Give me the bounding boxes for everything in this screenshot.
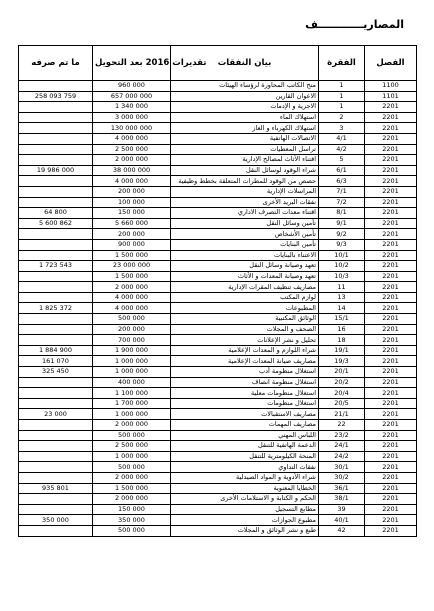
- header-article: الفقرة: [319, 46, 365, 81]
- cell-credit: 2 000 000: [93, 420, 171, 431]
- table-row: [19, 112, 417, 123]
- cell-chapter: 2201: [365, 472, 417, 483]
- table-body: [19, 81, 417, 537]
- cell-spent: [19, 324, 93, 335]
- cell-spent: 1 884 900: [19, 345, 93, 356]
- cell-chapter: 2201: [365, 123, 417, 134]
- cell-description: شراء اللوازم و المعدات الإعلامية: [171, 345, 319, 356]
- cell-description: تأمين الأشخاص: [171, 229, 319, 240]
- cell-article: 21/1: [319, 409, 365, 420]
- cell-description: الاجرية و الإدمات: [171, 102, 319, 113]
- table-row: [19, 271, 417, 282]
- cell-article: 9/2: [319, 229, 365, 240]
- cell-chapter: 2201: [365, 186, 417, 197]
- cell-credit: 500 000: [93, 430, 171, 441]
- cell-credit: 3 000 000: [93, 112, 171, 123]
- cell-description: مطابع التسجيل: [171, 504, 319, 515]
- cell-chapter: 2201: [365, 462, 417, 473]
- cell-description: مصاريف صيانة المعدات الإعلامية: [171, 356, 319, 367]
- table-row: [19, 525, 417, 536]
- cell-description: تعهد وصيانة وسائل النقل: [171, 261, 319, 272]
- table-row: [19, 176, 417, 187]
- table-row: [19, 335, 417, 346]
- cell-credit: 657 000 000: [93, 91, 171, 102]
- cell-credit: 1 340 000: [93, 102, 171, 113]
- cell-description: نفقات البريد الأخرى: [171, 197, 319, 208]
- cell-credit: 500 000: [93, 525, 171, 536]
- cell-spent: 23 000: [19, 409, 93, 420]
- cell-description: الدعمة الهاتفية للتنقل: [171, 441, 319, 452]
- cell-spent: 350 000: [19, 515, 93, 526]
- cell-article: 40/1: [319, 515, 365, 526]
- cell-credit: 1 500 000: [93, 271, 171, 282]
- cell-chapter: 2201: [365, 292, 417, 303]
- cell-credit: 200 000: [93, 186, 171, 197]
- cell-description: مطبوع الجوازات: [171, 515, 319, 526]
- cell-article: 6/3: [319, 176, 365, 187]
- table-row: [19, 133, 417, 144]
- cell-article: 30/1: [319, 462, 365, 473]
- cell-article: 9/3: [319, 239, 365, 250]
- cell-description: الحكم و الكتابة و الاستلامات الأخرى: [171, 494, 319, 505]
- table-row: [19, 324, 417, 335]
- cell-chapter: 2201: [365, 356, 417, 367]
- table-row: [19, 345, 417, 356]
- table-row: [19, 462, 417, 473]
- table-row: [19, 102, 417, 113]
- cell-article: 23/2: [319, 430, 365, 441]
- table-row: [19, 186, 417, 197]
- cell-description: استغلال منظومة انصاف: [171, 377, 319, 388]
- cell-description: شراء الأدوية و المواد الصيدلية: [171, 472, 319, 483]
- table-row: [19, 398, 417, 409]
- cell-spent: 64 800: [19, 208, 93, 219]
- cell-description: استغلال منظومات معلية: [171, 388, 319, 399]
- cell-article: 38/1: [319, 494, 365, 505]
- cell-article: 16: [319, 324, 365, 335]
- cell-spent: [19, 282, 93, 293]
- cell-credit: 1 500 000: [93, 250, 171, 261]
- cell-article: 8/1: [319, 208, 365, 219]
- cell-spent: [19, 451, 93, 462]
- cell-description: استهلاك الكهرباء و الغاز: [171, 123, 319, 134]
- cell-description: المنحة الكيلومترية للتنقل: [171, 451, 319, 462]
- cell-spent: 161 070: [19, 356, 93, 367]
- cell-description: تراسل المعطيات: [171, 144, 319, 155]
- cell-spent: [19, 462, 93, 473]
- cell-spent: [19, 144, 93, 155]
- cell-article: 10/3: [319, 271, 365, 282]
- table-row: [19, 504, 417, 515]
- cell-article: 13: [319, 292, 365, 303]
- cell-spent: 258 093 759: [19, 91, 93, 102]
- cell-credit: 1 000 000: [93, 409, 171, 420]
- cell-chapter: 2201: [365, 420, 417, 431]
- cell-article: 14: [319, 303, 365, 314]
- table-row: [19, 165, 417, 176]
- table-row: [19, 441, 417, 452]
- cell-article: 20/5: [319, 398, 365, 409]
- table-row: [19, 451, 417, 462]
- table-row: [19, 208, 417, 219]
- cell-description: استغلال منظومات: [171, 398, 319, 409]
- cell-chapter: 2201: [365, 525, 417, 536]
- cell-article: 6/1: [319, 165, 365, 176]
- cell-credit: 500 000: [93, 314, 171, 325]
- cell-spent: 1 723 543: [19, 261, 93, 272]
- table-row: [19, 250, 417, 261]
- cell-article: 1: [319, 81, 365, 92]
- cell-credit: 1 000 000: [93, 451, 171, 462]
- cell-article: 20/1: [319, 367, 365, 378]
- cell-chapter: 2201: [365, 282, 417, 293]
- cell-article: 9/1: [319, 218, 365, 229]
- cell-spent: [19, 314, 93, 325]
- table-row: [19, 123, 417, 134]
- cell-description: تأمين وسائل النقل: [171, 218, 319, 229]
- cell-spent: [19, 133, 93, 144]
- cell-chapter: 2201: [365, 377, 417, 388]
- cell-spent: [19, 504, 93, 515]
- cell-article: 20/4: [319, 388, 365, 399]
- cell-chapter: 2201: [365, 208, 417, 219]
- cell-chapter: 2201: [365, 218, 417, 229]
- cell-chapter: 2201: [365, 367, 417, 378]
- cell-article: 7/1: [319, 186, 365, 197]
- cell-credit: 4 000 000: [93, 303, 171, 314]
- cell-description: الاتصالات الهاتفية: [171, 133, 319, 144]
- cell-description: منح الكاتب المحاورة لرؤساء الهيئات: [171, 81, 319, 92]
- cell-spent: [19, 441, 93, 452]
- cell-description: استهلاك الماء: [171, 112, 319, 123]
- cell-chapter: 2201: [365, 409, 417, 420]
- cell-credit: 2 500 000: [93, 441, 171, 452]
- cell-credit: 150 000: [93, 208, 171, 219]
- cell-chapter: 2201: [365, 314, 417, 325]
- cell-credit: 2 500 000: [93, 144, 171, 155]
- cell-article: 15/1: [319, 314, 365, 325]
- cell-credit: 350 000: [93, 515, 171, 526]
- table-row: [19, 472, 417, 483]
- cell-spent: [19, 494, 93, 505]
- cell-credit: 400 000: [93, 377, 171, 388]
- cell-article: 20/2: [319, 377, 365, 388]
- cell-spent: [19, 377, 93, 388]
- cell-credit: 960 000: [93, 81, 171, 92]
- cell-credit: 1 700 000: [93, 398, 171, 409]
- cell-description: تعهد وصيانة المعدات و الأثاث: [171, 271, 319, 282]
- cell-spent: [19, 398, 93, 409]
- cell-credit: 130 000 000: [93, 123, 171, 134]
- cell-spent: [19, 420, 93, 431]
- table-row: [19, 155, 417, 166]
- cell-description: استغلال منظومة أدب: [171, 367, 319, 378]
- cell-article: 4/1: [319, 133, 365, 144]
- cell-credit: 4 000 000: [93, 133, 171, 144]
- table-row: [19, 420, 417, 431]
- cell-article: 30/2: [319, 472, 365, 483]
- cell-spent: [19, 229, 93, 240]
- cell-description: تحليل و نشر الإعلانات: [171, 335, 319, 346]
- cell-chapter: 2201: [365, 483, 417, 494]
- cell-description: الاعتناء بالبنايات: [171, 250, 319, 261]
- cell-description: نفقات التداوي: [171, 462, 319, 473]
- cell-chapter: 2201: [365, 441, 417, 452]
- cell-description: حصص من الوقود للمطرات المتعلقة بخطط وظيفية: [171, 176, 319, 187]
- cell-chapter: 1101: [365, 91, 417, 102]
- cell-chapter: 2201: [365, 261, 417, 272]
- cell-credit: 2 000 000: [93, 472, 171, 483]
- cell-article: 39: [319, 504, 365, 515]
- cell-credit: 4 000 000: [93, 176, 171, 187]
- cell-article: 1: [319, 102, 365, 113]
- cell-credit: 38 000 000: [93, 165, 171, 176]
- cell-spent: [19, 81, 93, 92]
- cell-description: المراسلات الإدارية: [171, 186, 319, 197]
- table-row: [19, 367, 417, 378]
- cell-description: تأمين البنايات: [171, 239, 319, 250]
- cell-spent: [19, 155, 93, 166]
- cell-credit: 1 500 000: [93, 483, 171, 494]
- cell-article: 5: [319, 155, 365, 166]
- cell-description: اللباس المهني: [171, 430, 319, 441]
- table-row: [19, 261, 417, 272]
- cell-article: 10/1: [319, 250, 365, 261]
- cell-description: الصحف و المجلات: [171, 324, 319, 335]
- cell-chapter: 2201: [365, 239, 417, 250]
- cell-credit: 5 660 000: [93, 218, 171, 229]
- cell-credit: 150 000: [93, 504, 171, 515]
- cell-article: 19/1: [319, 345, 365, 356]
- cell-article: 42: [319, 525, 365, 536]
- cell-spent: [19, 430, 93, 441]
- table-row: [19, 388, 417, 399]
- cell-credit: 100 000: [93, 197, 171, 208]
- cell-spent: [19, 186, 93, 197]
- cell-chapter: 2201: [365, 398, 417, 409]
- cell-credit: 1 000 000: [93, 356, 171, 367]
- cell-description: مصاريف الاستقبالات: [171, 409, 319, 420]
- cell-chapter: 2201: [365, 155, 417, 166]
- cell-spent: [19, 472, 93, 483]
- cell-spent: [19, 112, 93, 123]
- cell-description: مصاريف تنظيف المقرات الإدارية: [171, 282, 319, 293]
- cell-credit: 1 000 000: [93, 367, 171, 378]
- cell-credit: 2 000 000: [93, 494, 171, 505]
- page-title: المصاريــــــــــــف: [305, 18, 404, 31]
- cell-spent: 935 801: [19, 483, 93, 494]
- cell-credit: 1 100 000: [93, 388, 171, 399]
- cell-article: 22: [319, 420, 365, 431]
- cell-spent: [19, 250, 93, 261]
- table-row: [19, 377, 417, 388]
- cell-chapter: 2201: [365, 451, 417, 462]
- cell-spent: [19, 102, 93, 113]
- table-row: [19, 91, 417, 102]
- cell-article: 4/2: [319, 144, 365, 155]
- cell-chapter: 2201: [365, 165, 417, 176]
- cell-chapter: 2201: [365, 144, 417, 155]
- cell-article: 18: [319, 335, 365, 346]
- table-row: [19, 314, 417, 325]
- cell-chapter: 2201: [365, 324, 417, 335]
- cell-article: 7/2: [319, 197, 365, 208]
- cell-description: اقتناء الأثاث لمصالح الإدارية: [171, 155, 319, 166]
- table-row: [19, 515, 417, 526]
- cell-chapter: 2201: [365, 345, 417, 356]
- cell-description: اقتناء معدات التصرف الاداري: [171, 208, 319, 219]
- table-row: [19, 282, 417, 293]
- header-credit: تقديرات 2016 بعد التحويل: [93, 46, 171, 81]
- cell-spent: 5 600 862: [19, 218, 93, 229]
- cell-credit: 2 000 000: [93, 282, 171, 293]
- cell-article: 24/2: [319, 451, 365, 462]
- table-row: [19, 229, 417, 240]
- cell-article: 3: [319, 123, 365, 134]
- cell-credit: 200 000: [93, 324, 171, 335]
- cell-chapter: 2201: [365, 494, 417, 505]
- header-description: بيان النفقات: [171, 46, 319, 81]
- cell-spent: [19, 176, 93, 187]
- table-row: [19, 430, 417, 441]
- cell-chapter: 2201: [365, 303, 417, 314]
- cell-credit: 4 000 000: [93, 292, 171, 303]
- cell-chapter: 2201: [365, 133, 417, 144]
- cell-chapter: 2201: [365, 229, 417, 240]
- cell-spent: 1 825 372: [19, 303, 93, 314]
- table-row: [19, 303, 417, 314]
- cell-article: 10/2: [319, 261, 365, 272]
- cell-chapter: 2201: [365, 335, 417, 346]
- cell-description: مصاريف المهمات: [171, 420, 319, 431]
- cell-article: 36/1: [319, 483, 365, 494]
- cell-spent: [19, 525, 93, 536]
- cell-article: 2: [319, 112, 365, 123]
- cell-chapter: 2201: [365, 271, 417, 282]
- cell-article: 19/3: [319, 356, 365, 367]
- cell-credit: 700 000: [93, 335, 171, 346]
- cell-spent: 19 986 000: [19, 165, 93, 176]
- cell-credit: 23 000 000: [93, 261, 171, 272]
- cell-spent: [19, 197, 93, 208]
- cell-credit: 2 000 000: [93, 155, 171, 166]
- table-row: [19, 197, 417, 208]
- cell-credit: 500 000: [93, 462, 171, 473]
- cell-description: الاعوان القارين: [171, 91, 319, 102]
- cell-credit: 900 000: [93, 239, 171, 250]
- cell-description: شراء الوقود لوسائل النقل: [171, 165, 319, 176]
- header-chapter: الفصل: [365, 46, 417, 81]
- cell-spent: [19, 388, 93, 399]
- cell-description: الوثائق المكتبية: [171, 314, 319, 325]
- cell-chapter: 2201: [365, 388, 417, 399]
- cell-spent: [19, 292, 93, 303]
- table-row: [19, 144, 417, 155]
- table-row: [19, 409, 417, 420]
- table-row: [19, 483, 417, 494]
- table-row: [19, 81, 417, 92]
- cell-chapter: 1100: [365, 81, 417, 92]
- cell-chapter: 2201: [365, 515, 417, 526]
- cell-chapter: 2201: [365, 176, 417, 187]
- table-row: [19, 218, 417, 229]
- cell-credit: 1 900 000: [93, 345, 171, 356]
- cell-article: 11: [319, 282, 365, 293]
- cell-spent: [19, 271, 93, 282]
- cell-description: لوازم المكتب: [171, 292, 319, 303]
- cell-chapter: 2201: [365, 250, 417, 261]
- expenses-table: [18, 45, 417, 537]
- cell-article: 24/1: [319, 441, 365, 452]
- table-row: [19, 239, 417, 250]
- cell-spent: [19, 335, 93, 346]
- table-header-row: [19, 46, 417, 81]
- cell-chapter: 2201: [365, 197, 417, 208]
- cell-spent: [19, 123, 93, 134]
- header-spent: ما تم صرفه: [19, 46, 93, 81]
- cell-description: المطبوعات: [171, 303, 319, 314]
- cell-chapter: 2201: [365, 112, 417, 123]
- cell-spent: [19, 239, 93, 250]
- cell-chapter: 2201: [365, 102, 417, 113]
- cell-description: طبع و نشر الوثائق و المجلات: [171, 525, 319, 536]
- cell-article: 1: [319, 91, 365, 102]
- cell-description: الخطايا المعنوية: [171, 483, 319, 494]
- cell-chapter: 2201: [365, 430, 417, 441]
- table-row: [19, 356, 417, 367]
- table-row: [19, 292, 417, 303]
- cell-credit: 200 000: [93, 229, 171, 240]
- table-row: [19, 494, 417, 505]
- cell-spent: 325 450: [19, 367, 93, 378]
- cell-chapter: 2201: [365, 504, 417, 515]
